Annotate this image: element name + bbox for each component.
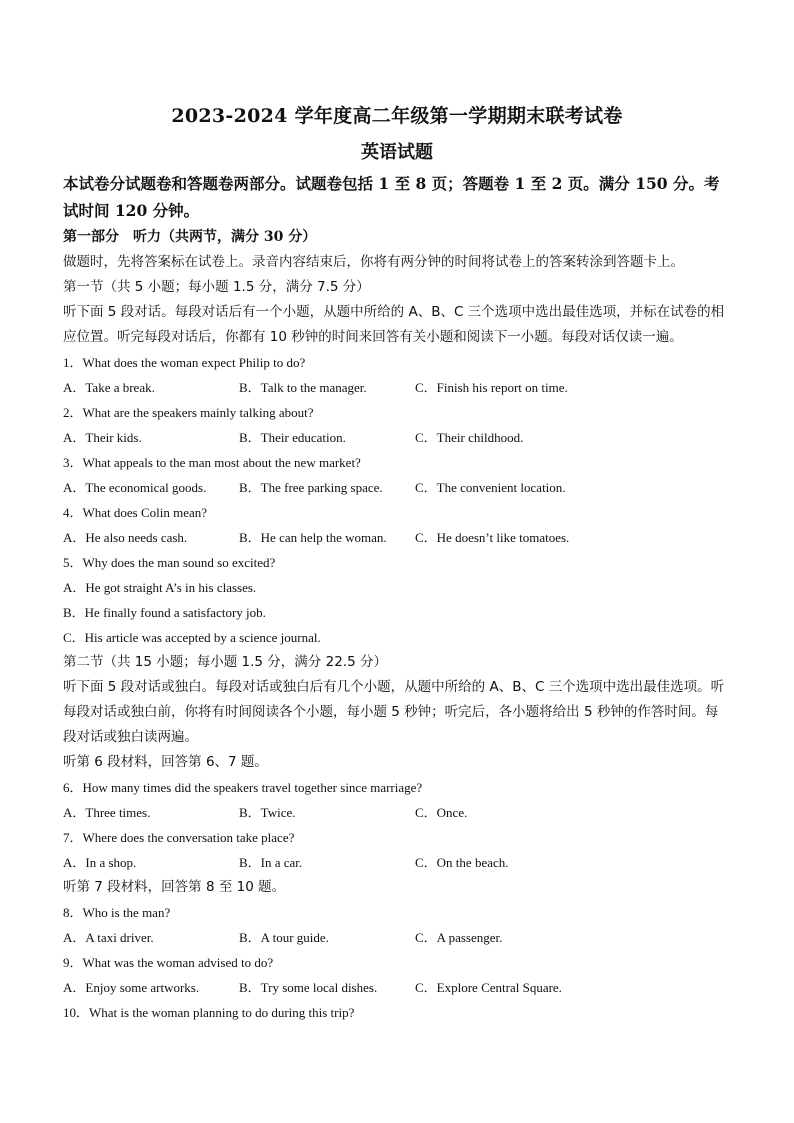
option-b[interactable]: B．Twice. [239, 805, 296, 820]
question-block [63, 950, 731, 1000]
option-a[interactable]: A．He got straight A’s in his classes. [63, 580, 257, 595]
option-c[interactable]: C．He doesn’t like tomatoes. [415, 530, 570, 545]
section2-instruction: 听下面 5 段对话或独白。每段对话或独白后有几个小题，从题中所给的 A、B、C 三个选项中选出最佳选项。听每段对话或独白前，你将有时间阅读各个小题，每小题 5 秒钟；听完后，各小题将给出 5 秒钟的作答时间。每段对话或独白读两遍。 [63, 679, 725, 745]
section2-heading: 第二节（共 15 小题；每小题 1.5 分，满分 22.5 分） [63, 654, 387, 670]
exam-subtitle: 英语试题 [361, 142, 433, 163]
question-text: 7．Where does the conversation take place? [63, 830, 295, 845]
option-row [63, 375, 731, 400]
exam-title: 2023-2024 学年度高二年级第一学期期末联考试卷 [171, 105, 623, 127]
question-text: 1．What does the woman expect Philip to do? [63, 355, 306, 370]
question-block [63, 350, 731, 400]
question-block [63, 550, 731, 650]
option-a[interactable]: A．Their kids. [63, 430, 142, 445]
option-row [63, 425, 731, 450]
option-b[interactable]: B．Their education. [239, 430, 346, 445]
option-a[interactable]: A．Take a break. [63, 380, 155, 395]
material-6-note: 听第 6 段材料，回答第 6、7 题。 [63, 754, 268, 770]
option-a[interactable]: A．Enjoy some artworks. [63, 980, 200, 995]
option-b[interactable]: B．The free parking space. [239, 480, 383, 495]
option-b[interactable]: B．He can help the woman. [239, 530, 387, 545]
option-c[interactable]: C．A passenger. [415, 930, 503, 945]
option-a[interactable]: A．Three times. [63, 805, 151, 820]
option-b[interactable]: B．He finally found a satisfactory job. [63, 605, 266, 620]
option-row [63, 975, 731, 1000]
question-text: 9．What was the woman advised to do? [63, 955, 274, 970]
section1-heading: 第一节（共 5 小题；每小题 1.5 分，满分 7.5 分） [63, 279, 370, 295]
option-row [63, 925, 731, 950]
option-b[interactable]: B．A tour guide. [239, 930, 329, 945]
question-block [63, 900, 731, 950]
option-row [63, 475, 731, 500]
question-block [63, 400, 731, 450]
option-c[interactable]: C．Explore Central Square. [415, 980, 562, 995]
option-c[interactable]: C．His article was accepted by a science journal. [63, 630, 321, 645]
section1-instruction: 听下面 5 段对话。每段对话后有一个小题，从题中所给的 A、B、C 三个选项中选出最佳选项，并标在试卷的相应位置。听完每段对话后，你都有 10 秒钟的时间来回答有关小题和阅读下一小题。每段对话仅读一遍。 [63, 304, 725, 345]
part1-heading: 第一部分 听力（共两节，满分 30 分） [63, 229, 317, 245]
option-c[interactable]: C．Once. [415, 805, 468, 820]
exam-page [63, 98, 731, 1025]
option-c[interactable]: C．Finish his report on time. [415, 380, 568, 395]
question-block [63, 775, 731, 825]
question-block [63, 450, 731, 500]
question-text: 8．Who is the man? [63, 905, 171, 920]
question-text: 5．Why does the man sound so excited? [63, 555, 276, 570]
exam-note: 本试卷分试题卷和答题卷两部分。试题卷包括 1 至 8 页；答题卷 1 至 2 页。满分 150 分。考试时间 120 分钟。 [63, 174, 720, 220]
option-a[interactable]: A．The economical goods. [63, 480, 207, 495]
question-text: 2．What are the speakers mainly talking about? [63, 405, 314, 420]
question-block [63, 500, 731, 550]
option-b[interactable]: B．Try some local dishes. [239, 980, 378, 995]
option-b[interactable]: B．In a car. [239, 855, 303, 870]
question-text: 10．What is the woman planning to do during this trip? [63, 1005, 355, 1020]
option-a[interactable]: A．A taxi driver. [63, 930, 154, 945]
option-a[interactable]: A．He also needs cash. [63, 530, 188, 545]
option-c[interactable]: C．The convenient location. [415, 480, 566, 495]
material-7-note: 听第 7 段材料，回答第 8 至 10 题。 [63, 879, 286, 895]
question-text: 6．How many times did the speakers travel together since marriage? [63, 780, 423, 795]
option-row [63, 850, 731, 875]
option-a[interactable]: A．In a shop. [63, 855, 137, 870]
option-row [63, 525, 731, 550]
part1-instruction: 做题时，先将答案标在试卷上。录音内容结束后，你将有两分钟的时间将试卷上的答案转涂到答题卡上。 [63, 254, 684, 270]
option-c[interactable]: C．Their childhood. [415, 430, 524, 445]
option-c[interactable]: C．On the beach. [415, 855, 509, 870]
option-row [63, 800, 731, 825]
question-text: 4．What does Colin mean? [63, 505, 208, 520]
question-block [63, 825, 731, 875]
option-b[interactable]: B．Talk to the manager. [239, 380, 367, 395]
question-text: 3．What appeals to the man most about the new market? [63, 455, 361, 470]
